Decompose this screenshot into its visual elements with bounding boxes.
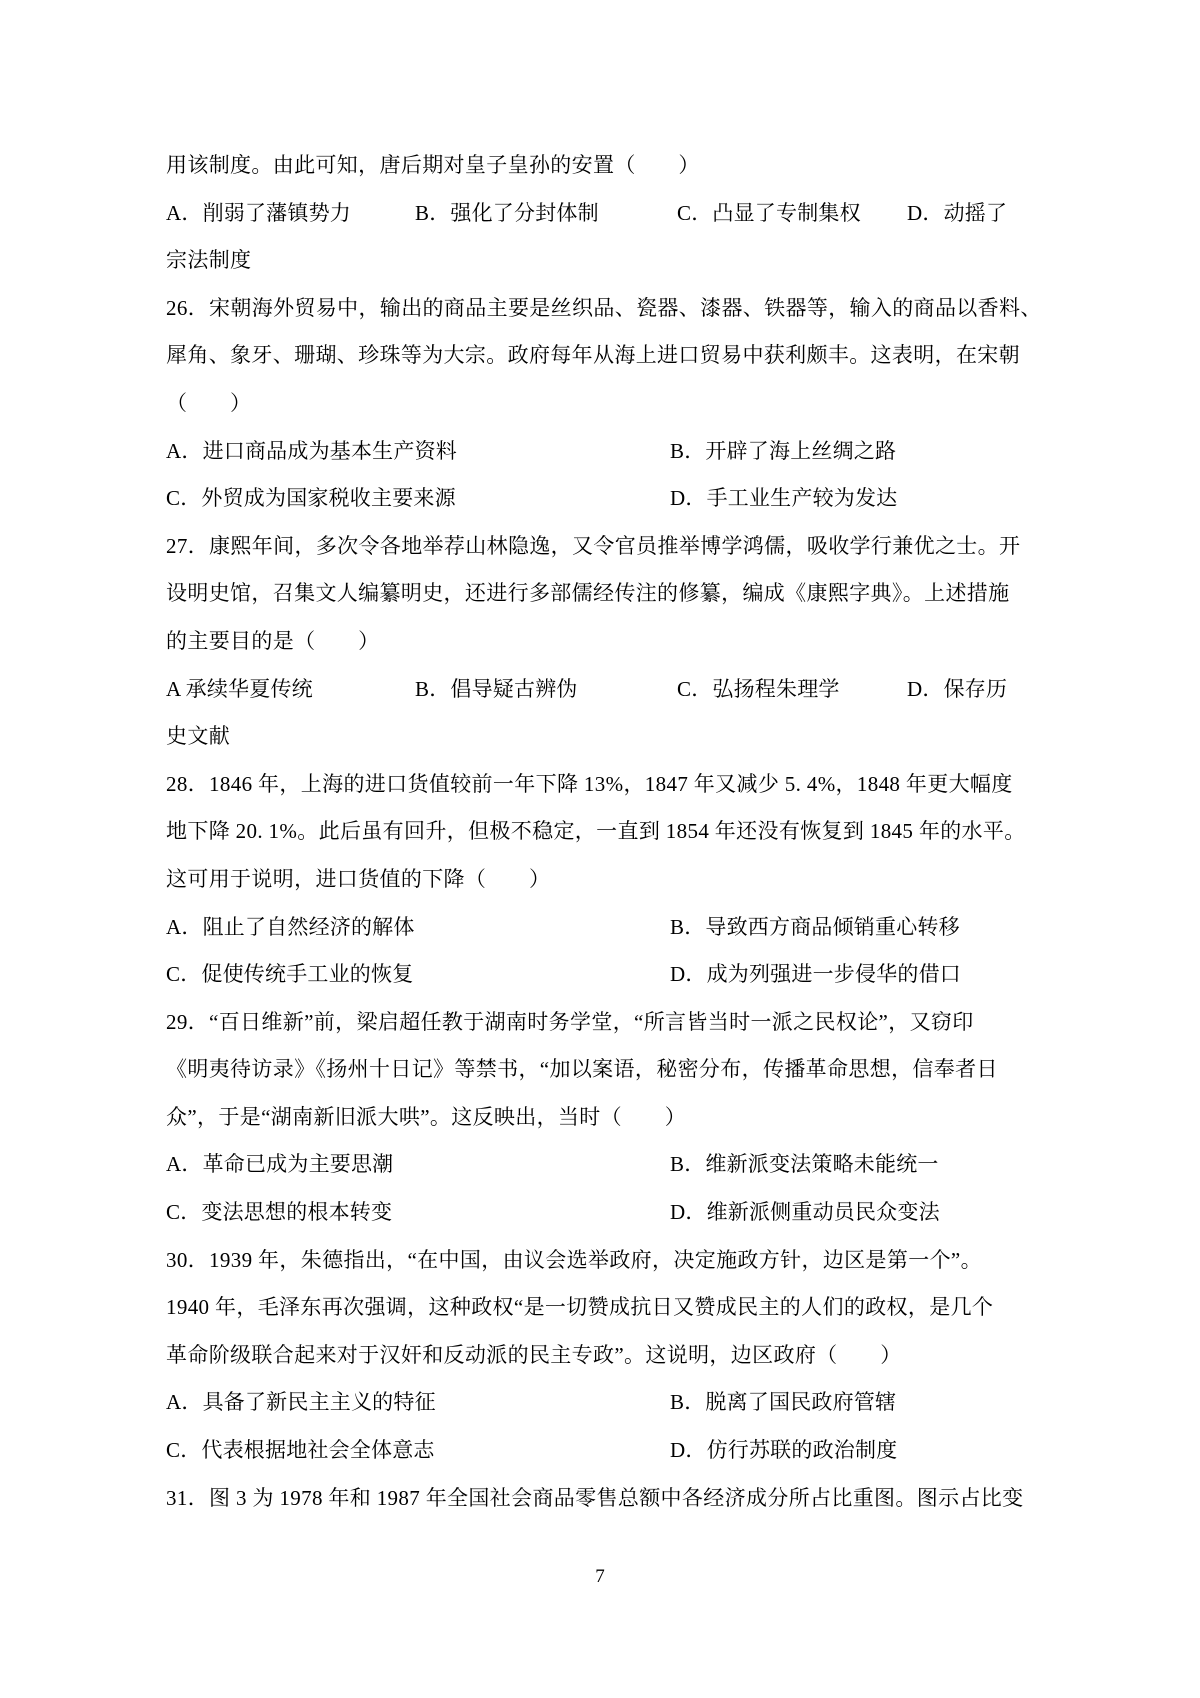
- text-line: 这可用于说明，进口货值的下降（ ）: [166, 866, 551, 891]
- options-row: [166, 1189, 1040, 1237]
- text-line: 地下降 20. 1%。此后虽有回升，但极不稳定，一直到 1854 年还没有恢复到 1845 年的水平。: [166, 819, 1026, 844]
- option-cell: C．变法思想的根本转变: [166, 1200, 393, 1225]
- page-number: 7: [595, 1566, 605, 1587]
- text-line: 宗法制度: [166, 248, 252, 273]
- option-cell: C．代表根据地社会全体意志: [166, 1438, 435, 1463]
- option-cell: B．维新派变法策略未能统一: [670, 1152, 939, 1177]
- options-row: [166, 190, 1040, 238]
- text-line: 的主要目的是（ ）: [166, 628, 380, 653]
- text-line: 30．1939 年，朱德指出，“在中国，由议会选举政府，决定施政方针，边区是第一个”。: [166, 1247, 982, 1272]
- options-row: [166, 1141, 1040, 1189]
- options-row: [166, 904, 1040, 952]
- text-line: （ ）: [166, 390, 252, 415]
- text-line: 设明史馆，召集文人编纂明史，还进行多部儒经传注的修纂，编成《康熙字典》。上述措施: [166, 581, 1010, 606]
- option-cell: C．外贸成为国家税收主要来源: [166, 486, 456, 511]
- text-line: 革命阶级联合起来对于汉奸和反动派的民主专政”。这说明，边区政府（ ）: [166, 1342, 902, 1367]
- text-line: 28．1846 年，上海的进口货值较前一年下降 13%，1847 年又减少 5. 4%，1848 年更大幅度: [166, 771, 1013, 796]
- text-line: 《明夷待访录》《扬州十日记》等禁书，“加以案语，秘密分布，传播革命思想，信奉者日: [166, 1057, 998, 1082]
- option-cell: C．凸显了专制集权: [677, 200, 861, 225]
- option-cell: A．革命已成为主要思潮: [166, 1152, 394, 1177]
- option-cell: A．进口商品成为基本生产资料: [166, 438, 457, 463]
- option-cell: B．开辟了海上丝绸之路: [670, 438, 897, 463]
- text-line: 用该制度。由此可知，唐后期对皇子皇孙的安置（ ）: [166, 153, 700, 177]
- option-cell: C．弘扬程朱理学: [677, 676, 840, 701]
- option-cell: D．仿行苏联的政治制度: [670, 1438, 898, 1463]
- document-content: [166, 142, 1040, 1522]
- option-cell: A 承续华夏传统: [166, 676, 313, 701]
- text-line: 29．“百日维新”前，梁启超任教于湖南时务学堂，“所言皆当时一派之民权论”，又窃印: [166, 1009, 974, 1034]
- option-cell: C．促使传统手工业的恢复: [166, 962, 414, 987]
- option-cell: D．手工业生产较为发达: [670, 486, 898, 511]
- option-cell: D．维新派侧重动员民众变法: [670, 1200, 940, 1225]
- option-cell: D．成为列强进一步侵华的借口: [670, 962, 961, 987]
- option-cell: B．倡导疑古辨伪: [415, 676, 578, 701]
- option-cell: D．保存历: [907, 676, 1008, 701]
- option-cell: B．脱离了国民政府管辖: [670, 1390, 897, 1415]
- text-line: 1940 年，毛泽东再次强调，这种政权“是一切赞成抗日又赞成民主的人们的政权，是几个: [166, 1295, 994, 1320]
- text-line: 犀角、象牙、珊瑚、珍珠等为大宗。政府每年从海上进口贸易中获利颇丰。这表明，在宋朝: [166, 343, 1020, 368]
- option-cell: D．动摇了: [907, 200, 1008, 225]
- options-row: [166, 666, 1040, 714]
- options-row: [166, 1427, 1040, 1475]
- text-line: 26．宋朝海外贸易中，输出的商品主要是丝织品、瓷器、漆器、铁器等，输入的商品以香料、: [166, 295, 1042, 320]
- options-row: [166, 1379, 1040, 1427]
- text-line: 27．康熙年间，多次令各地举荐山林隐逸，又令官员推举博学鸿儒，吸收学行兼优之士。开: [166, 533, 1021, 558]
- options-row: [166, 951, 1040, 999]
- text-line: 史文献: [166, 724, 231, 749]
- option-cell: B．导致西方商品倾销重心转移: [670, 914, 960, 939]
- option-cell: A．具备了新民主主义的特征: [166, 1390, 436, 1415]
- option-cell: A．削弱了藩镇势力: [166, 200, 351, 225]
- option-cell: B．强化了分封体制: [415, 200, 599, 225]
- text-line: 众”，于是“湖南新旧派大哄”。这反映出，当时（ ）: [166, 1104, 687, 1129]
- options-row: [166, 428, 1040, 476]
- options-row: [166, 475, 1040, 523]
- text-line: 31．图 3 为 1978 年和 1987 年全国社会商品零售总额中各经济成分所占比重图。图示占比变: [166, 1485, 1024, 1510]
- option-cell: A．阻止了自然经济的解体: [166, 914, 415, 939]
